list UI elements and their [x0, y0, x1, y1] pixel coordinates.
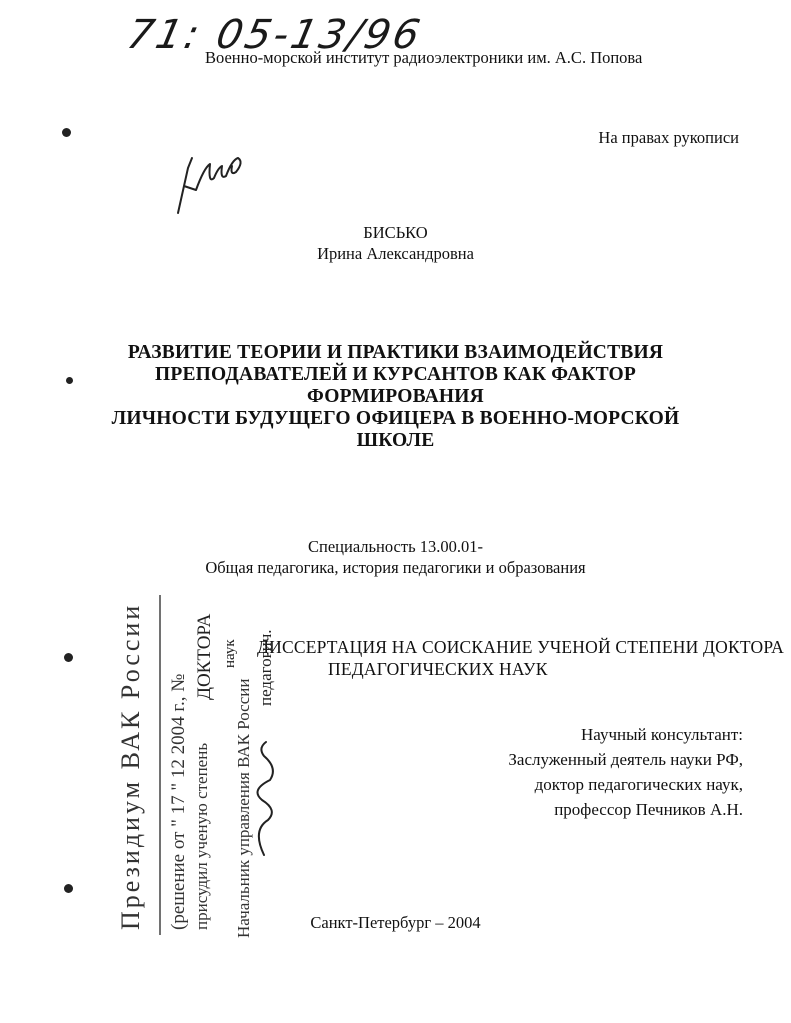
- stamp-sciences: наук: [222, 639, 238, 668]
- manuscript-rights-note: На правах рукописи: [598, 128, 739, 147]
- stamp-degree-awarded: присудил ученую степень: [192, 742, 211, 930]
- consultant-title: Заслуженный деятель науки РФ,: [508, 750, 743, 769]
- punch-hole-mark: [64, 884, 73, 893]
- consultant-heading: Научный консультант:: [581, 725, 743, 744]
- stamp-decision-date: (решение от " 17 " 12 2004 г., №: [168, 673, 189, 930]
- stamp-pedagogical: педагогич.: [256, 629, 275, 706]
- consultant-degree: доктор педагогических наук,: [534, 775, 743, 794]
- title-line: ШКОЛЕ: [356, 430, 435, 451]
- author-surname: БИСЬКО: [363, 223, 428, 242]
- stamp-head-of-department: Начальник управления ВАК России: [234, 678, 253, 938]
- specialty-code: Специальность 13.00.01-: [308, 537, 483, 556]
- handwritten-registration-number: 71: 05-13/96: [123, 12, 427, 58]
- signature-mark: [170, 138, 250, 218]
- punch-hole-mark: [62, 128, 71, 137]
- consultant-name: профессор Печников А.Н.: [554, 800, 743, 819]
- specialty-field: Общая педагогика, история педагогики и образования: [205, 558, 586, 577]
- author-name: Ирина Александровна: [317, 244, 474, 263]
- stamp-border-line: [150, 595, 170, 935]
- stamp-signature-mark: [244, 740, 284, 860]
- title-line: ПРЕПОДАВАТЕЛЕЙ И КУРСАНТОВ КАК ФАКТОР: [154, 364, 637, 385]
- dissertation-line: ДИССЕРТАЦИЯ НА СОИСКАНИЕ УЧЕНОЙ СТЕПЕНИ ДОКТОРА: [257, 637, 784, 657]
- title-line: РАЗВИТИЕ ТЕОРИИ И ПРАКТИКИ ВЗАИМОДЕЙСТВИЯ: [127, 342, 664, 363]
- title-line: ЛИЧНОСТИ БУДУЩЕГО ОФИЦЕРА В ВОЕННО-МОРСКОЙ: [111, 408, 680, 429]
- dissertation-line: ПЕДАГОГИЧЕСКИХ НАУК: [328, 659, 548, 679]
- stamp-vak-presidium: Президиум ВАК России: [116, 602, 145, 930]
- city-year: Санкт-Петербург – 2004: [310, 913, 481, 932]
- title-line: ФОРМИРОВАНИЯ: [307, 386, 484, 407]
- punch-hole-mark: [64, 653, 73, 662]
- institute-name: Военно-морской институт радиоэлектроники им. А.С. Попова: [205, 48, 643, 67]
- stamp-degree-doctor: ДОКТОРА: [194, 613, 215, 700]
